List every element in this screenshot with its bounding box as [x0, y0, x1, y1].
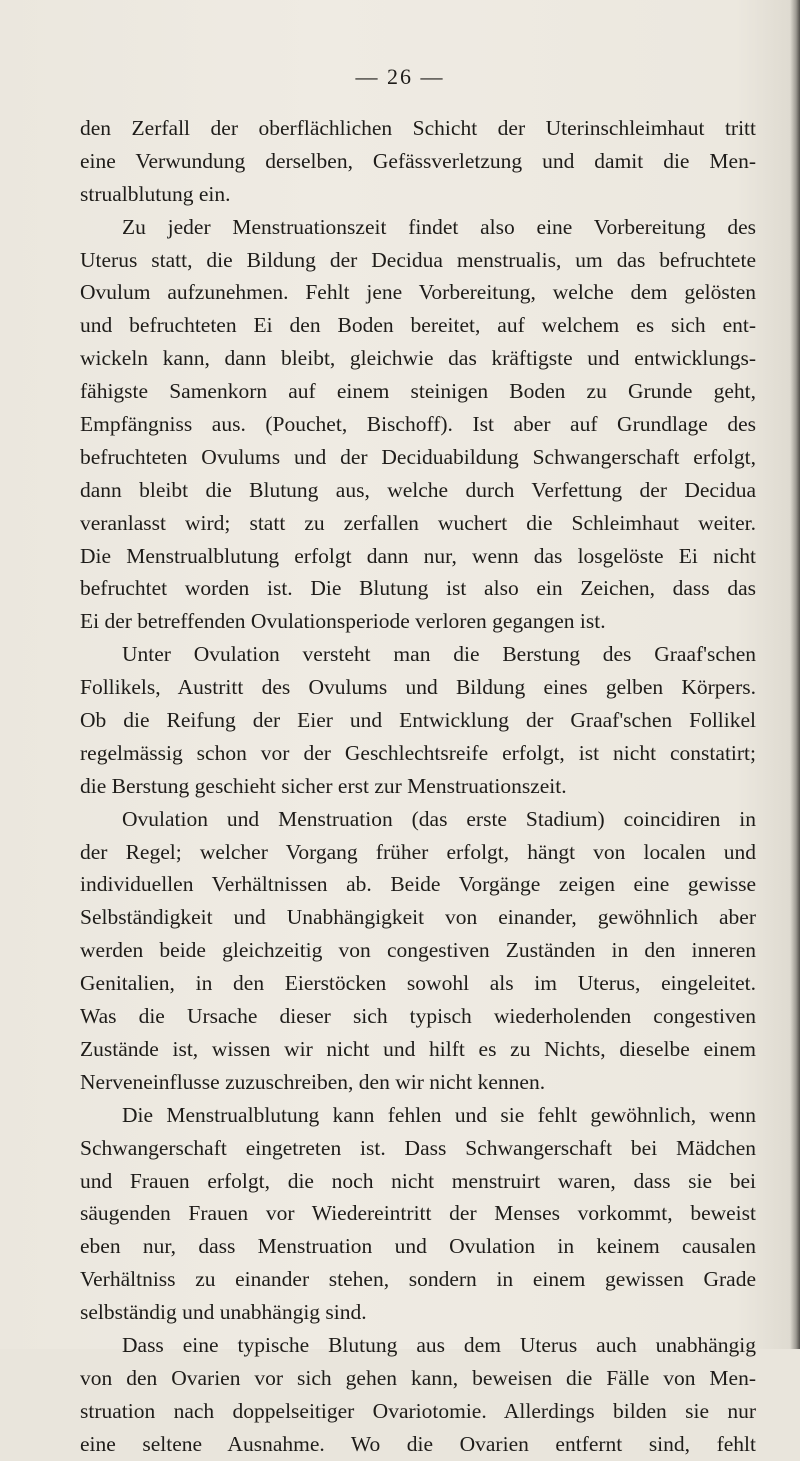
text-line: selbständig und unabhängig sind. [80, 1300, 367, 1325]
text-line: befruchteten Ovulums und der Deciduabildung Schwangerschaft erfolgt, [80, 444, 756, 469]
text-line: veranlasst wird; statt zu zerfallen wuchert die Schleimhaut weiter. [80, 510, 756, 535]
text-line: Nerveneinflusse zuzuschreiben, den wir nicht kennen. [80, 1069, 546, 1094]
text-line: eben nur, dass Menstruation und Ovulation in keinem causalen [80, 1234, 756, 1259]
text-line: die Berstung geschieht sicher erst zur Menstruationszeit. [80, 773, 567, 798]
body-text [80, 112, 756, 1461]
text-line: Was die Ursache dieser sich typisch wiederholenden congestiven [80, 1004, 756, 1029]
text-line: Ovulation und Menstruation (das erste Stadium) coincidiren in [122, 806, 756, 831]
text-line: Die Menstrualblutung kann fehlen und sie fehlt gewöhnlich, wenn [122, 1102, 756, 1127]
text-line: Die Menstrualblutung erfolgt dann nur, wenn das losgelöste Ei nicht [80, 543, 756, 568]
text-line: eine Verwundung derselben, Gefässverletzung und damit die Men- [80, 148, 756, 173]
text-line: von den Ovarien vor sich gehen kann, beweisen die Fälle von Men- [80, 1365, 756, 1390]
text-line: Follikels, Austritt des Ovulums und Bildung eines gelben Körpers. [80, 675, 756, 700]
text-line: regelmässig schon vor der Geschlechtsreife erfolgt, ist nicht constatirt; [80, 740, 756, 765]
text-line: Verhältniss zu einander stehen, sondern in einem gewissen Grade [80, 1267, 756, 1292]
text-line: und befruchteten Ei den Boden bereitet, auf welchem es sich ent- [80, 313, 756, 338]
text-line: säugenden Frauen vor Wiedereintritt der Menses vorkommt, beweist [80, 1201, 756, 1226]
text-line: individuellen Verhältnissen ab. Beide Vorgänge zeigen eine gewisse [80, 872, 756, 897]
text-line: Ovulum aufzunehmen. Fehlt jene Vorbereitung, welche dem gelösten [80, 280, 756, 305]
text-line: Dass eine typische Blutung aus dem Uterus auch unabhängig [122, 1332, 756, 1357]
text-line: wickeln kann, dann bleibt, gleichwie das kräftigste und entwicklungs- [80, 346, 756, 371]
text-line: Selbständigkeit und Unabhängigkeit von einander, gewöhnlich aber [80, 905, 756, 930]
text-line: Zustände ist, wissen wir nicht und hilft es zu Nichts, dieselbe einem [80, 1036, 756, 1061]
text-line: strualblutung ein. [80, 181, 231, 206]
text-line: Uterus statt, die Bildung der Decidua menstrualis, um das befruchtete [80, 247, 756, 272]
page-number: — 26 — [355, 64, 445, 89]
text-line: Unter Ovulation versteht man die Berstung des Graaf'schen [122, 642, 756, 667]
text-line: werden beide gleichzeitig von congestiven Zuständen in den inneren [80, 938, 756, 963]
text-line: befruchtet worden ist. Die Blutung ist also ein Zeichen, dass das [80, 576, 756, 601]
text-line: Genitalien, in den Eierstöcken sowohl als im Uterus, eingeleitet. [80, 971, 756, 996]
text-line: Ob die Reifung der Eier und Entwicklung der Graaf'schen Follikel [80, 708, 756, 733]
page-edge-shadow [790, 0, 800, 1349]
text-line: Ei der betreffenden Ovulationsperiode verloren gegangen ist. [80, 609, 606, 634]
text-line: struation nach doppelseitiger Ovariotomie. Allerdings bilden sie nur [80, 1398, 756, 1423]
text-line: Schwangerschaft eingetreten ist. Dass Schwangerschaft bei Mädchen [80, 1135, 756, 1160]
text-line: dann bleibt die Blutung aus, welche durch Verfettung der Decidua [80, 477, 756, 502]
text-line: fähigste Samenkorn auf einem steinigen Boden zu Grunde geht, [80, 379, 756, 404]
text-line: eine seltene Ausnahme. Wo die Ovarien entfernt sind, fehlt [80, 1431, 756, 1456]
text-line: der Regel; welcher Vorgang früher erfolgt, hängt von localen und [80, 839, 756, 864]
text-line: und Frauen erfolgt, die noch nicht menstruirt waren, dass sie bei [80, 1168, 756, 1193]
text-line: den Zerfall der oberflächlichen Schicht der Uterinschleimhaut tritt [80, 116, 756, 140]
text-line: Empfängniss aus. (Pouchet, Bischoff). Ist aber auf Grundlage des [80, 412, 756, 437]
text-line: Zu jeder Menstruationszeit findet also eine Vorbereitung des [122, 214, 756, 239]
